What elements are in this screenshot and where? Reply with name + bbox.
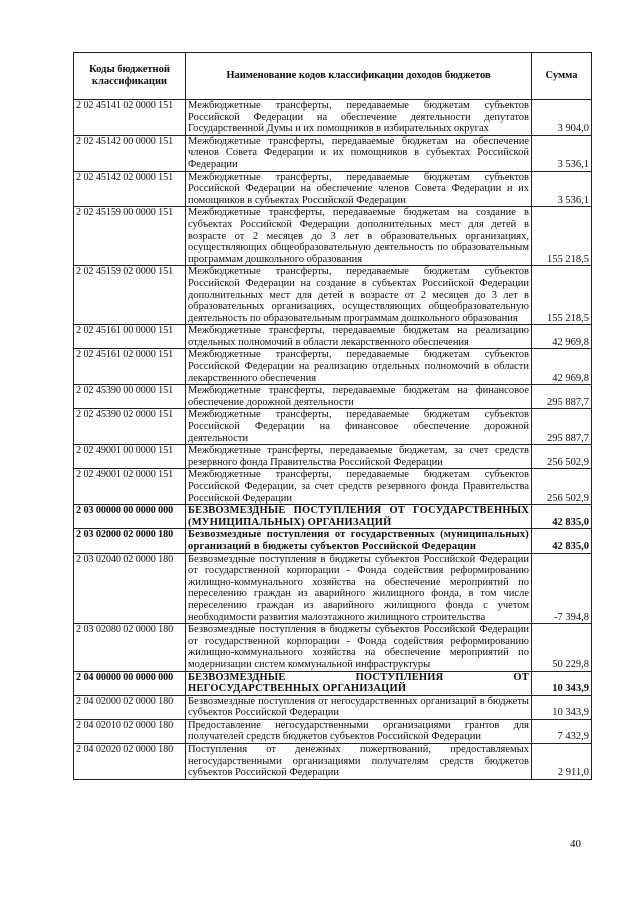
row-name: БЕЗВОЗМЕЗДНЫЕ ПОСТУПЛЕНИЯ ОТ НЕГОСУДАРСТВЕННЫХ ОРГАНИЗАЦИЙ (186, 671, 532, 695)
row-sum: 42 969,8 (532, 325, 592, 349)
row-code: 2 02 45161 00 0000 151 (74, 325, 186, 349)
row-code: 2 04 02010 02 0000 180 (74, 719, 186, 743)
row-name: Безвозмездные поступления от государственных (муниципальных) организаций в бюджеты субъектов Российской Федерации (186, 529, 532, 553)
table-row (74, 325, 592, 349)
row-name: Межбюджетные трансферты, передаваемые бюджетам субъектов Российской Федерации на обеспечение деятельности депутатов Государственной Думы и их помощников в избирательных округах (186, 100, 532, 136)
table-row (74, 207, 592, 266)
row-sum: 295 887,7 (532, 385, 592, 409)
row-name: Межбюджетные трансферты, передаваемые бюджетам на обеспечение членов Совета Федерации и их помощников в субъектах Российской Федерации (186, 135, 532, 171)
table-row (74, 624, 592, 671)
table-row (74, 529, 592, 553)
row-name: БЕЗВОЗМЕЗДНЫЕ ПОСТУПЛЕНИЯ ОТ ГОСУДАРСТВЕННЫХ (МУНИЦИПАЛЬНЫХ) ОРГАНИЗАЦИЙ (186, 505, 532, 529)
table-row (74, 100, 592, 136)
row-sum: 7 432,9 (532, 719, 592, 743)
row-name: Межбюджетные трансферты, передаваемые бюджетам субъектов Российской Федерации на создание в субъектах Российской Федерации дополнительных мест для детей в возрасте от 2 месяцев до 3 лет в образовательных организациях, осуществляющих общеобразовательную деятельность по образовательным программам дошкольного образования (186, 266, 532, 325)
row-sum: 155 218,5 (532, 266, 592, 325)
row-sum: 3 536,1 (532, 171, 592, 207)
row-sum: 10 343,9 (532, 695, 592, 719)
page-number: 40 (570, 838, 581, 850)
table-row (74, 505, 592, 529)
row-sum: 50 229,8 (532, 624, 592, 671)
row-name: Поступления от денежных пожертвований, предоставляемых негосударственными организациями получателям средств бюджетов субъектов Российской Федерации (186, 744, 532, 780)
row-code: 2 04 00000 00 0000 000 (74, 671, 186, 695)
row-name: Межбюджетные трансферты, передаваемые бюджетам на финансовое обеспечение дорожной деятельности (186, 385, 532, 409)
row-sum: 295 887,7 (532, 409, 592, 445)
row-name: Межбюджетные трансферты, передаваемые бюджетам на реализацию отдельных полномочий в области лекарственного обеспечения (186, 325, 532, 349)
row-code: 2 03 02080 02 0000 180 (74, 624, 186, 671)
row-name: Межбюджетные трансферты, передаваемые бюджетам на создание в субъектах Российской Федерации дополнительных мест для детей в возрасте от 2 месяцев до 3 лет в образовательных организациях, осуществляющих общеобразовательную деятельность по образовательным программам дошкольного образования (186, 207, 532, 266)
row-name: Предоставление негосударственными организациями грантов для получателей средств бюджетов субъектов Российской Федерации (186, 719, 532, 743)
row-code: 2 02 45159 02 0000 151 (74, 266, 186, 325)
row-name: Межбюджетные трансферты, передаваемые бюджетам субъектов Российской Федерации на обеспечение членов Совета Федерации и их помощников в субъектах Российской Федерации (186, 171, 532, 207)
row-code: 2 03 02040 02 0000 180 (74, 553, 186, 624)
header-name: Наименование кодов классификации доходов бюджетов (186, 53, 532, 100)
budget-classification-table (73, 52, 592, 780)
table-row (74, 409, 592, 445)
header-sum: Сумма (532, 53, 592, 100)
table-row (74, 695, 592, 719)
row-name: Межбюджетные трансферты, передаваемые бюджетам субъектов Российской Федерации на реализацию отдельных полномочий в области лекарственного обеспечения (186, 349, 532, 385)
table-row (74, 385, 592, 409)
row-code: 2 03 02000 02 0000 180 (74, 529, 186, 553)
row-sum: 42 969,8 (532, 349, 592, 385)
row-code: 2 03 00000 00 0000 000 (74, 505, 186, 529)
row-code: 2 02 45159 00 0000 151 (74, 207, 186, 266)
table-row (74, 135, 592, 171)
row-code: 2 02 45142 00 0000 151 (74, 135, 186, 171)
row-code: 2 04 02020 02 0000 180 (74, 744, 186, 780)
row-code: 2 02 45390 02 0000 151 (74, 409, 186, 445)
row-code: 2 02 49001 00 0000 151 (74, 445, 186, 469)
table-row (74, 266, 592, 325)
table-row (74, 719, 592, 743)
row-name: Межбюджетные трансферты, передаваемые бюджетам субъектов Российской Федерации на финансовое обеспечение дорожной деятельности (186, 409, 532, 445)
table-body (74, 100, 592, 780)
row-sum: 3 904,0 (532, 100, 592, 136)
row-sum: -7 394,8 (532, 553, 592, 624)
table-row (74, 671, 592, 695)
row-sum: 42 835,0 (532, 529, 592, 553)
row-code: 2 02 45142 02 0000 151 (74, 171, 186, 207)
table-row (74, 744, 592, 780)
table-row (74, 469, 592, 505)
header-code: Коды бюджетной классификации (74, 53, 186, 100)
row-name: Межбюджетные трансферты, передаваемые бюджетам, за счет средств резервного фонда Правительства Российской Федерации (186, 445, 532, 469)
table-header-row (74, 53, 592, 100)
row-code: 2 04 02000 02 0000 180 (74, 695, 186, 719)
row-name: Межбюджетные трансферты, передаваемые бюджетам субъектов Российской Федерации, за счет средств резервного фонда Правительства Российской Федерации (186, 469, 532, 505)
row-sum: 256 502,9 (532, 445, 592, 469)
row-code: 2 02 49001 02 0000 151 (74, 469, 186, 505)
row-name: Безвозмездные поступления от негосударственных организаций в бюджеты субъектов Российской Федерации (186, 695, 532, 719)
row-name: Безвозмездные поступления в бюджеты субъектов Российской Федерации от государственной корпорации - Фонда содействия реформированию жилищно-коммунального хозяйства на обеспечение мероприятий по модернизации систем коммунальной инфраструктуры (186, 624, 532, 671)
row-sum: 155 218,5 (532, 207, 592, 266)
row-sum: 3 536,1 (532, 135, 592, 171)
table-row (74, 445, 592, 469)
table-row (74, 553, 592, 624)
row-name: Безвозмездные поступления в бюджеты субъектов Российской Федерации от государственной корпорации - Фонда содействия реформированию жилищно-коммунального хозяйства на обеспечение мероприятий по переселению граждан из аварийного жилищного фонда, в том числе переселению граждан из аварийного жилищного фонда с учетом необходимости развития малоэтажного жилищного строительства (186, 553, 532, 624)
row-code: 2 02 45141 02 0000 151 (74, 100, 186, 136)
row-sum: 10 343,9 (532, 671, 592, 695)
table-row (74, 171, 592, 207)
row-code: 2 02 45390 00 0000 151 (74, 385, 186, 409)
row-sum: 2 911,0 (532, 744, 592, 780)
row-sum: 256 502,9 (532, 469, 592, 505)
table-row (74, 349, 592, 385)
row-code: 2 02 45161 02 0000 151 (74, 349, 186, 385)
row-sum: 42 835,0 (532, 505, 592, 529)
